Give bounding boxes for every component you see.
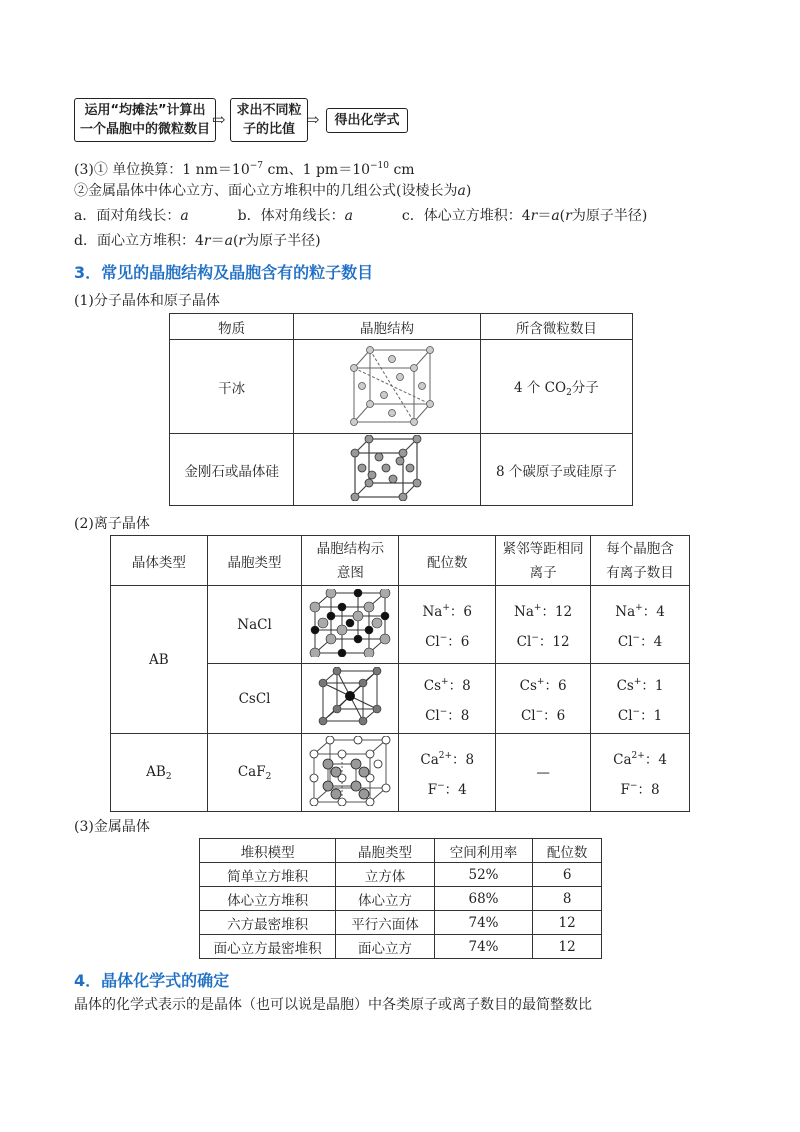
formula-intro-line	[74, 181, 471, 201]
table3-cell: 74%	[434, 911, 533, 935]
table1-cell	[480, 340, 632, 434]
ion: Ca	[420, 751, 439, 768]
metal-crystal-table	[199, 838, 602, 959]
table3-cell: 平行六面体	[336, 911, 434, 935]
value: ：8	[637, 781, 660, 798]
table3-header: 晶胞类型	[336, 839, 434, 863]
cscl-structure-image	[302, 664, 399, 734]
nearest-ions: —	[496, 734, 591, 812]
var-a: a	[180, 208, 189, 224]
table3-cell: 六方最密堆积	[200, 911, 336, 935]
co2-count-suffix: 分子	[571, 379, 599, 396]
cell-type: CsCl	[207, 664, 302, 734]
formula-items-line	[74, 206, 647, 226]
value: ：6	[544, 677, 567, 694]
table1-header: 所含微粒数目	[480, 314, 632, 340]
var-r: r	[530, 208, 538, 224]
subscript: 2	[265, 771, 272, 782]
flow-step-1-line2: 一个晶胞中的微粒数目	[79, 122, 210, 137]
flow-step-3	[326, 108, 408, 133]
unit-text-1: (3)① 单位换算：1 nm＝10	[74, 162, 250, 178]
table1-header: 物质	[170, 314, 294, 340]
item-c-tail: 为原子半径)	[571, 208, 648, 224]
var-a: a	[344, 208, 353, 224]
paren: (	[232, 233, 239, 249]
ion: Cl	[425, 633, 440, 650]
ion: Na	[615, 603, 636, 620]
flow-step-2	[230, 98, 308, 142]
table3-cell: 面心立方最密堆积	[200, 935, 336, 959]
table2-header: 晶胞类型	[207, 536, 302, 586]
table3-header: 空间利用率	[434, 839, 533, 863]
nearest-ions	[496, 586, 591, 664]
charge: −	[632, 706, 641, 717]
ion: Cl	[520, 707, 536, 724]
header-text: 晶胞结构示意图	[316, 540, 385, 581]
charge: +	[442, 602, 450, 613]
eq: ＝	[210, 233, 225, 249]
charge: −	[629, 780, 638, 791]
table3-cell: 12	[533, 911, 602, 935]
caf2-structure-image	[302, 734, 399, 812]
value: ：6	[543, 707, 566, 724]
var-r: r	[238, 233, 246, 249]
table2-header	[302, 536, 399, 586]
ion: Ca	[613, 751, 632, 768]
table1-cell: 金刚石或晶体硅	[170, 434, 294, 506]
coordination-number	[399, 664, 496, 734]
subsection-1-title: (1)分子晶体和原子晶体	[74, 293, 220, 309]
nacl-structure-image	[302, 586, 399, 664]
ions-per-cell	[591, 586, 690, 664]
table3-cell: 简单立方堆积	[200, 863, 336, 887]
ion: Cs	[423, 677, 442, 694]
value: ：8	[447, 707, 470, 724]
table2-header: 配位数	[399, 536, 496, 586]
value: ：12	[541, 603, 573, 620]
table2-header	[591, 536, 690, 586]
charge: −	[437, 780, 445, 791]
var-r: r	[203, 233, 211, 249]
exponent-1: −7	[249, 161, 264, 171]
table3-cell: 体心立方	[336, 887, 434, 911]
table3-cell: 体心立方堆积	[200, 887, 336, 911]
charge: 2+	[631, 750, 645, 761]
flow-step-1-line1: 运用“均摊法”计算出	[84, 103, 206, 118]
ab-text: AB	[146, 763, 166, 780]
ion: Cl	[516, 633, 532, 650]
value: ：12	[538, 633, 570, 650]
var-r: r	[565, 208, 572, 224]
table1-cell: 8 个碳原子或硅原子	[480, 434, 632, 506]
caf-text: CaF	[237, 763, 266, 780]
value: ：4	[444, 781, 467, 798]
value: ：4	[644, 751, 667, 768]
flow-arrow-icon: ⇨	[212, 110, 226, 129]
ionic-crystal-table	[110, 535, 690, 812]
coordination-number	[399, 586, 496, 664]
var-a: a	[224, 233, 233, 249]
crystal-type-ab: AB	[111, 586, 208, 734]
item-b: b．体对角线长：	[237, 208, 345, 224]
table3-cell: 68%	[434, 887, 533, 911]
value: ：4	[640, 633, 663, 650]
item-d: d．面心立方堆积：4	[74, 233, 204, 249]
ions-per-cell	[591, 734, 690, 812]
value: ：1	[640, 707, 663, 724]
ion: F	[427, 781, 438, 798]
ion: Cl	[425, 707, 440, 724]
section-4-heading: 4．晶体化学式的确定	[74, 971, 230, 990]
unit-conversion-line	[74, 156, 415, 180]
charge: 2+	[438, 750, 453, 761]
table3-header: 配位数	[533, 839, 602, 863]
table3-cell: 6	[533, 863, 602, 887]
ion: Na	[422, 603, 443, 620]
paren: (	[559, 208, 566, 224]
unit-text-2: cm、1 pm＝10	[263, 162, 371, 178]
table1-header: 晶胞结构	[294, 314, 481, 340]
table1-cell: 干冰	[170, 340, 294, 434]
ion: Cs	[616, 677, 634, 694]
diamond-structure-image	[294, 434, 481, 506]
item-d-tail: 为原子半径)	[245, 233, 321, 249]
subscript: 2	[566, 387, 572, 398]
flow-arrow-icon: ⇨	[306, 110, 320, 129]
eq: ＝	[537, 208, 552, 224]
section-4-text: 晶体的化学式表示的是晶体（也可以说是晶胞）中各类原子或离子数目的最简整数比	[74, 997, 592, 1013]
table2-header	[496, 536, 591, 586]
var-a: a	[457, 183, 466, 199]
formula-intro-text: ②金属晶体中体心立方、面心立方堆积中的几组公式(设棱长为	[74, 183, 458, 199]
dry-ice-structure-image	[294, 340, 481, 434]
table3-cell: 面心立方	[336, 935, 434, 959]
value: ：4	[642, 603, 665, 620]
charge: +	[441, 676, 449, 687]
charge: −	[439, 632, 448, 643]
table2-header: 晶体类型	[111, 536, 208, 586]
charge: −	[632, 632, 641, 643]
ion: Na	[514, 603, 534, 620]
cell-type: NaCl	[207, 586, 302, 664]
unit-text-3: cm	[389, 162, 415, 178]
header-text: 每个晶胞含有离子数目	[606, 540, 674, 581]
subscript: 2	[165, 771, 172, 782]
cell-type	[207, 734, 302, 812]
ion: Cs	[519, 677, 537, 694]
ion: Cl	[617, 633, 633, 650]
paren: )	[465, 183, 472, 199]
molecular-atomic-crystal-table	[169, 313, 633, 506]
value: ：8	[448, 677, 471, 694]
charge: +	[633, 676, 642, 687]
charge: +	[533, 602, 542, 613]
table3-cell: 12	[533, 935, 602, 959]
ion: Cl	[617, 707, 633, 724]
ions-per-cell	[591, 664, 690, 734]
formula-item-d-line	[74, 231, 321, 251]
charge: +	[536, 676, 545, 687]
charge: −	[439, 706, 448, 717]
value: ：6	[449, 603, 472, 620]
value: ：1	[641, 677, 664, 694]
table3-cell: 52%	[434, 863, 533, 887]
table3-cell: 74%	[434, 935, 533, 959]
coordination-number	[399, 734, 496, 812]
flow-step-1	[74, 98, 216, 142]
charge: −	[531, 632, 539, 643]
item-c: c．体心立方堆积：4	[401, 208, 531, 224]
flow-step-3-text: 得出化学式	[334, 113, 400, 128]
header-text: 紧邻等距相同离子	[502, 540, 584, 581]
table3-header: 堆积模型	[200, 839, 336, 863]
exponent-2: −10	[370, 161, 390, 171]
nearest-ions	[496, 664, 591, 734]
table3-cell: 8	[533, 887, 602, 911]
value: ：6	[447, 633, 470, 650]
value: ：8	[452, 751, 475, 768]
ion: F	[620, 781, 630, 798]
table3-cell: 立方体	[336, 863, 434, 887]
section-3-heading: 3．常见的晶胞结构及晶胞含有的粒子数目	[74, 263, 374, 282]
charge: −	[535, 706, 544, 717]
subsection-3-title: (3)金属晶体	[74, 819, 150, 835]
flow-step-2-line1: 求出不同粒	[236, 103, 302, 118]
flow-step-2-line2: 子的比值	[242, 122, 295, 137]
item-a: a．面对角线长：	[74, 208, 181, 224]
co2-count: 4 个 CO	[513, 379, 567, 396]
var-a: a	[551, 208, 560, 224]
subsection-2-title: (2)离子晶体	[74, 516, 150, 532]
charge: +	[635, 602, 643, 613]
crystal-type-ab2	[111, 734, 208, 812]
